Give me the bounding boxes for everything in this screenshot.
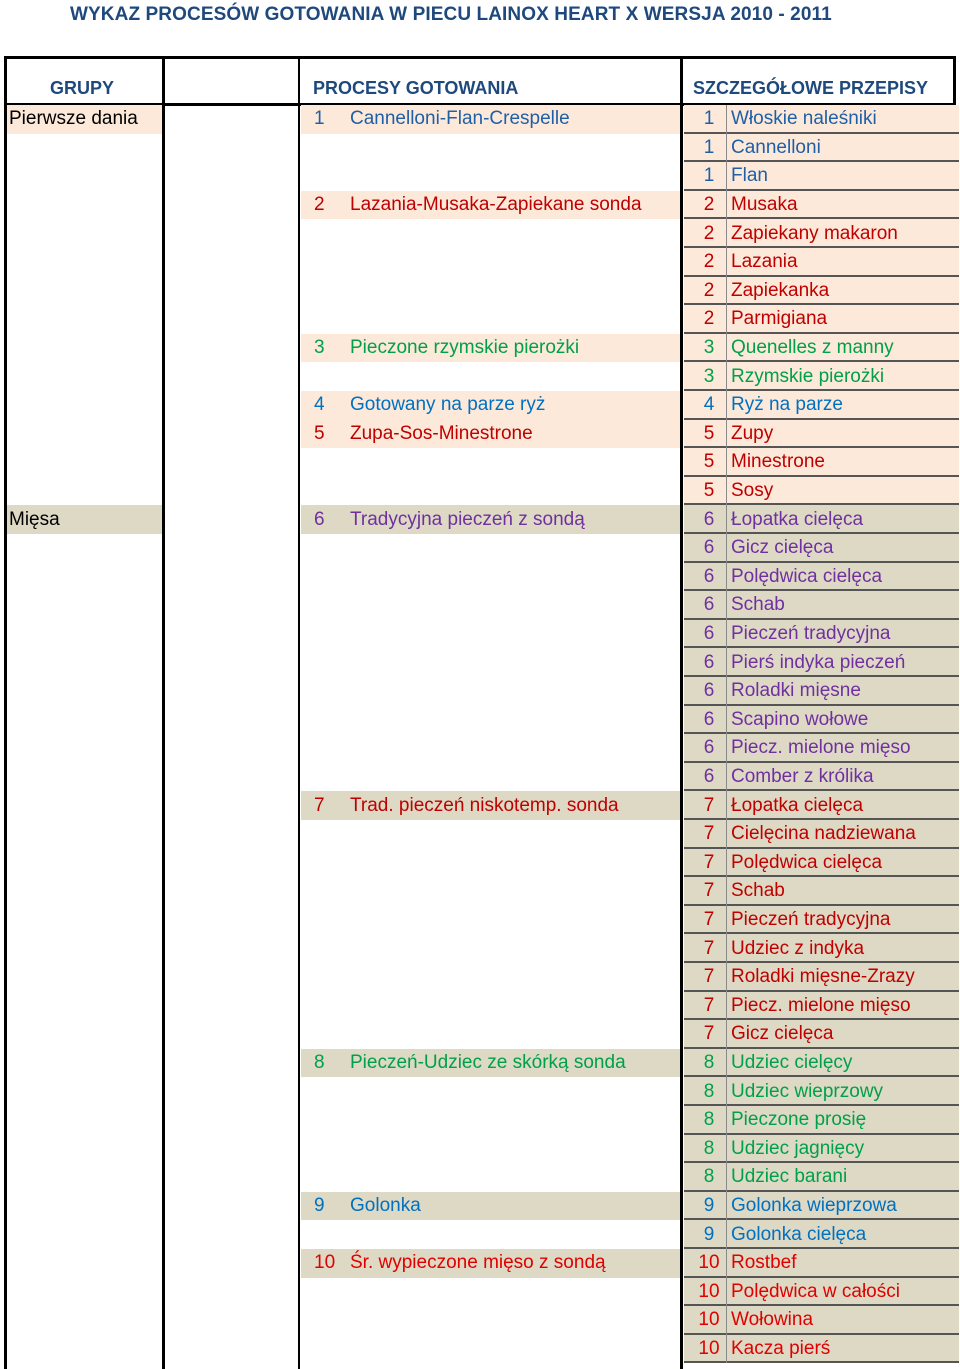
recipe-number: 6: [703, 737, 715, 759]
table-row: [4, 1278, 956, 1307]
recipe-number: 10: [698, 1252, 720, 1274]
recipe-number: 7: [703, 909, 715, 931]
recipe-number: 7: [703, 851, 715, 873]
recipe-number: 2: [703, 308, 715, 330]
table-row: [4, 505, 956, 534]
table-row: [4, 534, 956, 563]
recipe-name: Łopatka cielęca: [731, 794, 864, 816]
recipe-name: Polędwica w całości: [731, 1280, 900, 1302]
recipe-divider: [726, 1335, 727, 1364]
recipe-divider: [726, 162, 727, 191]
recipe-number: 2: [703, 251, 715, 273]
recipe-name: Golonka wieprzowa: [731, 1195, 897, 1217]
header-recipes: SZCZEGÓŁOWE PRZEPISY: [693, 78, 929, 98]
recipe-number: 7: [703, 794, 715, 816]
table-row: [4, 1220, 956, 1249]
table-row: [4, 191, 956, 220]
table-row: [4, 648, 956, 677]
page-title: WYKAZ PROCESÓW GOTOWANIA W PIECU LAINOX HEART X WERSJA 2010 - 2011: [70, 4, 832, 25]
table-row: [4, 1335, 956, 1364]
table-row: [4, 1106, 956, 1135]
recipe-number: 7: [703, 1023, 715, 1045]
recipe-name: Minestrone: [731, 451, 825, 473]
recipe-number: 3: [703, 337, 715, 359]
table-row: [4, 1077, 956, 1106]
recipe-number: 4: [703, 394, 715, 416]
recipe-divider: [726, 105, 727, 134]
recipe-name: Piecz. mielone mięso: [731, 994, 911, 1016]
table-row: [4, 734, 956, 763]
process-number: 5: [314, 422, 325, 444]
table-row: [4, 1306, 956, 1335]
recipe-number: 6: [703, 708, 715, 730]
recipe-divider: [726, 563, 727, 592]
process-number: 4: [314, 394, 325, 416]
recipe-divider: [726, 591, 727, 620]
recipe-name: Wołowina: [731, 1309, 814, 1331]
recipe-name: Cielęcina nadziewana: [731, 823, 916, 845]
recipe-number: 6: [703, 537, 715, 559]
table-row: [4, 849, 956, 878]
recipe-divider: [726, 277, 727, 306]
table-row: [4, 1192, 956, 1221]
recipe-name: Gicz cielęca: [731, 1023, 834, 1045]
recipe-name: Udziec z indyka: [731, 937, 865, 959]
recipe-name: Piecz. mielone mięso: [731, 737, 911, 759]
recipe-name: Ryż na parze: [731, 394, 843, 416]
recipe-divider: [726, 963, 727, 992]
table-row: [4, 391, 956, 420]
table-row: [4, 591, 956, 620]
process-number: 6: [314, 508, 325, 530]
table-row: [4, 563, 956, 592]
recipe-name: Udziec wieprzowy: [731, 1080, 884, 1102]
recipe-name: Zupy: [731, 422, 774, 444]
table-row: [4, 706, 956, 735]
table-row: [4, 448, 956, 477]
recipe-number: 6: [703, 651, 715, 673]
recipe-name: Rzymskie pierożki: [731, 365, 885, 387]
recipe-name: Roladki mięsne-Zrazy: [731, 966, 915, 988]
recipe-divider: [726, 849, 727, 878]
recipe-name: Comber z królika: [731, 766, 874, 788]
process-name: Pieczeń-Udziec ze skórką sonda: [350, 1052, 626, 1074]
recipe-name: Sosy: [731, 480, 774, 502]
recipe-number: 1: [703, 165, 715, 187]
process-number: 1: [314, 108, 325, 130]
process-number: 10: [314, 1252, 336, 1274]
table-row: [4, 162, 956, 191]
table-row: [4, 763, 956, 792]
recipe-number: 8: [703, 1166, 715, 1188]
group-label: Mięsa: [9, 508, 60, 530]
recipe-divider: [726, 1077, 727, 1106]
recipe-number: 3: [703, 365, 715, 387]
table-row: [4, 134, 956, 163]
process-number: 9: [314, 1195, 325, 1217]
process-name: Golonka: [350, 1195, 421, 1217]
recipe-name: Quenelles z manny: [731, 337, 894, 359]
recipe-number: 10: [698, 1338, 720, 1360]
table-row: [4, 277, 956, 306]
recipe-name: Pieczone prosię: [731, 1109, 867, 1131]
recipe-name: Roladki mięsne: [731, 680, 861, 702]
recipe-name: Schab: [731, 880, 785, 902]
recipe-divider: [726, 362, 727, 391]
recipe-number: 7: [703, 823, 715, 845]
recipe-number: 2: [703, 194, 715, 216]
table-row: [4, 1020, 956, 1049]
recipe-number: 5: [703, 480, 715, 502]
recipe-divider: [726, 391, 727, 420]
recipe-number: 1: [703, 108, 715, 130]
recipe-name: Włoskie naleśniki: [731, 108, 877, 130]
recipe-divider: [726, 763, 727, 792]
recipe-name: Flan: [731, 165, 768, 187]
recipe-name: Łopatka cielęca: [731, 508, 864, 530]
recipe-name: Kacza pierś: [731, 1338, 831, 1360]
table-row: [4, 820, 956, 849]
table-row: [4, 1135, 956, 1164]
recipe-divider: [726, 534, 727, 563]
recipe-number: 7: [703, 994, 715, 1016]
table-row: [4, 934, 956, 963]
recipe-number: 5: [703, 451, 715, 473]
recipe-number: 7: [703, 966, 715, 988]
recipe-divider: [726, 648, 727, 677]
recipe-name: Schab: [731, 594, 785, 616]
process-name: Trad. pieczeń niskotemp. sonda: [350, 794, 619, 816]
recipe-number: 9: [703, 1223, 715, 1245]
recipe-divider: [726, 1135, 727, 1164]
header-processes: PROCESY GOTOWANIA: [313, 78, 519, 98]
recipe-divider: [726, 1192, 727, 1221]
recipe-number: 8: [703, 1109, 715, 1131]
table-row: [4, 791, 956, 820]
table-row: [4, 305, 956, 334]
recipe-divider: [726, 505, 727, 534]
recipe-divider: [726, 1049, 727, 1078]
table-row: [4, 248, 956, 277]
recipe-number: 5: [703, 422, 715, 444]
recipe-number: 8: [703, 1052, 715, 1074]
recipe-divider: [726, 1306, 727, 1335]
group-label: Pierwsze dania: [9, 108, 138, 130]
recipe-name: Polędwica cielęca: [731, 565, 883, 587]
recipe-divider: [726, 1249, 727, 1278]
recipe-name: Golonka cielęca: [731, 1223, 867, 1245]
recipe-divider: [726, 134, 727, 163]
recipe-divider: [726, 1278, 727, 1307]
recipe-divider: [726, 877, 727, 906]
recipe-name: Udziec jagnięcy: [731, 1137, 865, 1159]
process-name: Tradycyjna pieczeń z sondą: [350, 508, 585, 530]
table-row: [4, 1249, 956, 1278]
process-name: Lazania-Musaka-Zapiekane sonda: [350, 194, 642, 216]
recipe-name: Musaka: [731, 194, 798, 216]
table-row: [4, 906, 956, 935]
recipe-name: Parmigiana: [731, 308, 828, 330]
process-number: 3: [314, 337, 325, 359]
recipe-name: Scapino wołowe: [731, 708, 869, 730]
col-border-right: [953, 56, 956, 103]
recipe-name: Pieczeń tradycyjna: [731, 909, 891, 931]
recipe-number: 10: [698, 1280, 720, 1302]
recipe-divider: [726, 477, 727, 506]
recipe-divider: [726, 1163, 727, 1192]
recipe-divider: [726, 248, 727, 277]
process-name: Gotowany na parze ryż: [350, 394, 546, 416]
table-row: [4, 963, 956, 992]
recipe-name: Polędwica cielęca: [731, 851, 883, 873]
recipe-number: 2: [703, 222, 715, 244]
recipe-divider: [726, 219, 727, 248]
recipe-divider: [726, 906, 727, 935]
recipe-name: Pieczeń tradycyjna: [731, 623, 891, 645]
recipe-divider: [726, 334, 727, 363]
process-name: Zupa-Sos-Minestrone: [350, 422, 533, 444]
table-row: [4, 620, 956, 649]
recipe-number: 6: [703, 565, 715, 587]
process-name: Śr. wypieczone mięso z sondą: [350, 1252, 606, 1274]
recipe-number: 10: [698, 1309, 720, 1331]
recipe-name: Pierś indyka pieczeń: [731, 651, 906, 673]
table-row: [4, 362, 956, 391]
process-table: [4, 56, 956, 1369]
process-name: Pieczone rzymskie pierożki: [350, 337, 580, 359]
recipe-name: Zapiekany makaron: [731, 222, 898, 244]
table-top-border: [4, 56, 956, 59]
table-row: [4, 219, 956, 248]
recipe-divider: [726, 191, 727, 220]
recipe-name: Lazania: [731, 251, 798, 273]
table-row: [4, 877, 956, 906]
recipe-number: 8: [703, 1137, 715, 1159]
recipe-divider: [726, 734, 727, 763]
recipe-divider: [726, 1020, 727, 1049]
recipe-name: Zapiekanka: [731, 279, 830, 301]
process-number: 8: [314, 1052, 325, 1074]
recipe-name: Cannelloni: [731, 136, 821, 158]
recipe-divider: [726, 448, 727, 477]
recipe-name: Gicz cielęca: [731, 537, 834, 559]
recipe-divider: [726, 820, 727, 849]
process-number: 2: [314, 194, 325, 216]
recipe-number: 7: [703, 937, 715, 959]
table-row: [4, 1049, 956, 1078]
recipe-divider: [726, 934, 727, 963]
recipe-number: 6: [703, 766, 715, 788]
recipe-number: 1: [703, 136, 715, 158]
recipe-divider: [726, 305, 727, 334]
header-groups: GRUPY: [50, 78, 115, 98]
recipe-name: Udziec cielęcy: [731, 1052, 853, 1074]
recipe-divider: [726, 1220, 727, 1249]
table-row: [4, 420, 956, 449]
recipe-number: 8: [703, 1080, 715, 1102]
recipe-divider: [726, 791, 727, 820]
table-row: [4, 477, 956, 506]
recipe-divider: [726, 706, 727, 735]
recipe-name: Rostbef: [731, 1252, 797, 1274]
table-row: [4, 677, 956, 706]
table-row: [4, 105, 956, 134]
recipe-divider: [726, 1106, 727, 1135]
recipe-number: 6: [703, 508, 715, 530]
recipe-divider: [726, 420, 727, 449]
recipe-divider: [726, 620, 727, 649]
table-row: [4, 334, 956, 363]
recipe-divider: [726, 992, 727, 1021]
recipe-number: 9: [703, 1195, 715, 1217]
recipe-number: 2: [703, 279, 715, 301]
process-number: 7: [314, 794, 325, 816]
process-name: Cannelloni-Flan-Crespelle: [350, 108, 570, 130]
recipe-number: 7: [703, 880, 715, 902]
recipe-name: Udziec barani: [731, 1166, 848, 1188]
table-row: [4, 992, 956, 1021]
recipe-divider: [726, 677, 727, 706]
recipe-number: 6: [703, 623, 715, 645]
recipe-number: 6: [703, 680, 715, 702]
table-row: [4, 1163, 956, 1192]
recipe-number: 6: [703, 594, 715, 616]
